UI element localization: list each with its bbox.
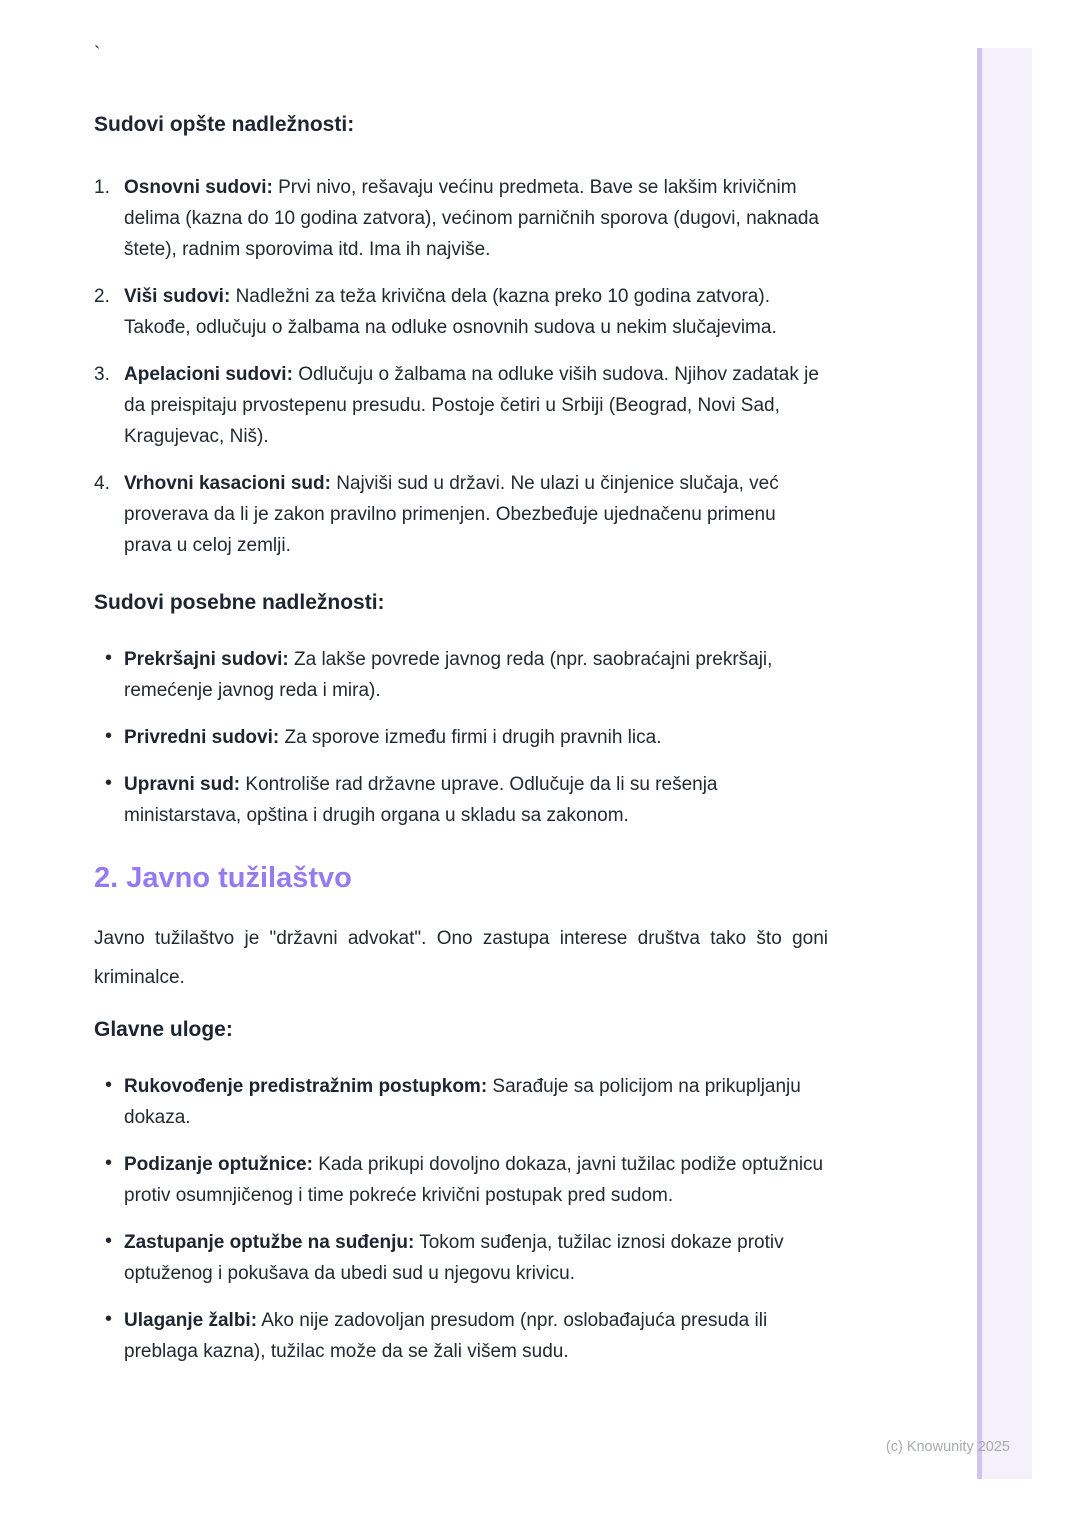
item-lead: Ulaganje žalbi: [124, 1310, 258, 1331]
heading-special-courts: Sudovi posebne nadležnosti: [94, 591, 385, 614]
list-item [124, 1071, 828, 1133]
list-item [94, 281, 828, 343]
page-edge-strip [977, 48, 1032, 1479]
item-text: Kada prikupi dovoljno dokaza, javni tužilac podiže optužnicu protiv osumnjičenog i time pokreće krivični postupak pred sudom. [124, 1154, 824, 1206]
item-text: Ako nije zadovoljan presudom (npr. oslobađajuća presuda ili preblaga kazna), tužilac može da se žali višem sudu. [124, 1310, 768, 1362]
item-text: Odlučuju o žalbama na odluke viših sudova. Njihov zadatak je da preispitaju prvostepenu presudu. Postoje četiri u Srbiji (Beograd, Novi Sad, Kragujevac, Niš). [124, 364, 819, 447]
list-item [124, 1227, 828, 1289]
item-text: Za lakše povrede javnog reda (npr. saobraćajni prekršaji, remećenje javnog reda i mira). [124, 649, 773, 701]
special-courts-list [94, 644, 828, 831]
heading-general-courts: Sudovi opšte nadležnosti: [94, 113, 355, 136]
list-item [94, 172, 828, 265]
item-text: Kontroliše rad državne uprave. Odlučuje da li su rešenja ministarstava, opština i drugih organa u skladu sa zakonom. [124, 774, 718, 826]
list-marker: 4. [94, 473, 110, 494]
item-lead: Viši sudovi: [124, 286, 231, 307]
list-item [124, 769, 828, 831]
general-courts-list [94, 172, 828, 561]
item-lead: Zastupanje optužbe na suđenju: [124, 1232, 415, 1253]
item-text: Najviši sud u državi. Ne ulazi u činjenice slučaja, već proverava da li je zakon pravilno primenjen. Obezbeđuje ujednačenu primenu prava u celoj zemlji. [124, 473, 779, 556]
item-text: Nadležni za teža krivična dela (kazna preko 10 godina zatvora). Takođe, odlučuju o žalbama na odluke osnovnih sudova u nekim slučajevima. [124, 286, 777, 338]
item-lead: Privredni sudovi: [124, 727, 280, 748]
heading-javno-tuzilastvo: 2. Javno tužilaštvo [94, 862, 352, 894]
item-text: Za sporove između firmi i drugih pravnih lica. [279, 727, 662, 748]
list-item [94, 468, 828, 561]
list-marker: 1. [94, 177, 110, 198]
item-lead: Osnovni sudovi: [124, 177, 273, 198]
item-lead: Rukovođenje predistražnim postupkom: [124, 1076, 488, 1097]
list-marker: 3. [94, 364, 110, 385]
prosecution-roles-list [94, 1071, 828, 1367]
heading-glavne-uloge: Glavne uloge: [94, 1018, 233, 1041]
prosecution-intro-paragraph: Javno tužilaštvo je "državni advokat". Ono zastupa interese društva tako što goni kriminalce. [94, 928, 828, 988]
list-item [124, 1305, 828, 1367]
list-marker: 2. [94, 286, 110, 307]
item-lead: Apelacioni sudovi: [124, 364, 293, 385]
list-item [124, 722, 828, 753]
item-lead: Podizanje optužnice: [124, 1154, 313, 1175]
item-lead: Vrhovni kasacioni sud: [124, 473, 331, 494]
item-lead: Upravni sud: [124, 774, 241, 795]
item-text: Sarađuje sa policijom na prikupljanju dokaza. [124, 1076, 801, 1128]
copyright-footer: (c) Knowunity 2025 [885, 1439, 1010, 1455]
item-text: Prvi nivo, rešavaju većinu predmeta. Bave se lakšim krivičnim delima (kazna do 10 godina zatvora), većinom parničnih sporova (dugovi, naknada štete), radnim sporovima itd. Ima ih najviše. [124, 177, 819, 260]
item-lead: Prekršajni sudovi: [124, 649, 289, 670]
list-item [124, 1149, 828, 1211]
item-text: Tokom suđenja, tužilac iznosi dokaze protiv optuženog i pokušava da ubedi sud u njegovu krivicu. [124, 1232, 784, 1284]
list-item [94, 359, 828, 452]
list-item [124, 644, 828, 706]
document-content [94, 0, 828, 1367]
stray-backtick: ` [94, 44, 101, 65]
